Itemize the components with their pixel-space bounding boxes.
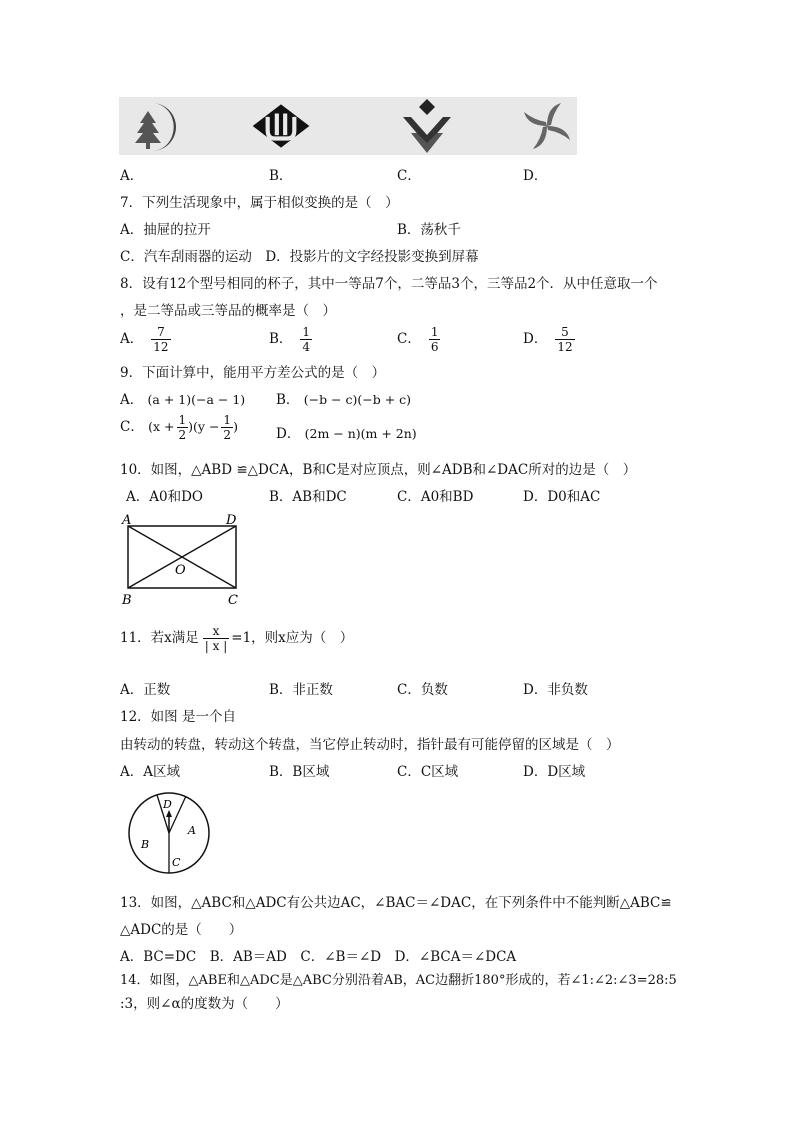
q10-option-c[interactable]: C．A0和BD — [397, 489, 474, 505]
q8-a-denominator: 12 — [153, 340, 169, 354]
q9-c-num2: 1 — [223, 413, 232, 427]
q8-c-denominator: 6 — [430, 340, 439, 354]
q12-option-a[interactable]: A．A区域 — [120, 764, 180, 780]
q13-stem-line1: 13．如图，△ABC和△ADC有公共边AC，∠BAC＝∠DAC，在下列条件中不能判断△ABC≌ — [120, 895, 672, 911]
q6-option-d[interactable]: D． — [523, 168, 548, 184]
tree-moon-logo-icon — [122, 97, 182, 155]
q9-option-b-expression: (−b − c)(−b + c) — [303, 392, 412, 407]
q8-option-b-label: B． — [269, 331, 293, 347]
q9-option-b-label: B． — [276, 392, 300, 408]
q9-c-den1: 2 — [178, 428, 187, 442]
q12-option-c[interactable]: C．C区域 — [397, 764, 459, 780]
q11-frac-den: | x | — [204, 639, 228, 653]
q11-frac-num: x — [203, 624, 229, 639]
q11-stem — [120, 624, 353, 653]
q9-c-num1: 1 — [178, 413, 187, 427]
q8-option-c-label: C． — [397, 331, 421, 347]
q9-option-c-mid: )(y − — [188, 419, 220, 434]
region-c-label: C — [172, 856, 181, 869]
q7-option-a[interactable]: A．抽屉的拉开 — [120, 222, 211, 238]
q10-option-d[interactable]: D．D0和AC — [523, 489, 601, 505]
q9-option-c-pre: (x + — [148, 419, 175, 434]
q9-option-c[interactable] — [120, 413, 238, 442]
q10-stem: 10．如图，△ABD ≌△DCA，B和C是对应顶点，则∠ADB和∠DAC所对的边是（ ） — [120, 462, 637, 478]
q10-option-b[interactable]: B．AB和DC — [269, 489, 347, 505]
q11-option-d[interactable]: D．非负数 — [523, 682, 588, 698]
q8-c-numerator: 1 — [430, 325, 439, 339]
q11-option-a[interactable]: A．正数 — [120, 682, 171, 698]
q11-stem-post: =1，则x应为（ ） — [231, 630, 354, 646]
region-d-label: D — [163, 798, 172, 811]
q11-option-b[interactable]: B．非正数 — [269, 682, 333, 698]
q6-option-b[interactable]: B． — [269, 168, 293, 184]
q10-rectangle-figure — [118, 510, 248, 608]
q7-stem: 7．下列生活现象中，属于相似变换的是（ ） — [120, 195, 399, 211]
diamond-w-logo-icon — [251, 97, 311, 155]
q11-stem-pre: 11．若x满足 — [120, 630, 199, 646]
q8-option-d-label: D． — [523, 331, 548, 347]
q12-option-d[interactable]: D．D区域 — [523, 764, 586, 780]
region-b-label: B — [141, 838, 150, 851]
q9-option-c-label: C． — [120, 419, 144, 435]
label-c: C — [228, 593, 238, 608]
q8-option-b[interactable] — [269, 325, 312, 354]
label-o: O — [175, 563, 186, 578]
q8-option-d[interactable] — [523, 325, 575, 354]
q6-option-a[interactable]: A． — [120, 168, 144, 184]
q9-option-d-label: D． — [276, 426, 301, 442]
chevron-diamond-logo-icon — [397, 97, 457, 155]
q9-option-d[interactable] — [276, 422, 417, 442]
q8-option-d-fraction — [555, 325, 574, 354]
spinner-arrowhead-icon — [166, 810, 172, 817]
q8-option-c-fraction — [429, 325, 441, 354]
q9-c-den2: 2 — [223, 428, 232, 442]
label-d: D — [226, 513, 237, 528]
q6-option-c[interactable]: C． — [397, 168, 421, 184]
q11-option-c[interactable]: C．负数 — [397, 682, 448, 698]
q8-a-numerator: 7 — [151, 325, 170, 340]
q11-fraction — [203, 624, 229, 653]
q7-option-cd[interactable]: C．汽车刮雨器的运动 D．投影片的文字经投影变换到屏幕 — [120, 249, 479, 265]
q12-stem-line1: 12．如图 是一个自 — [120, 709, 236, 725]
q9-option-a-expression: (a + 1)(−a − 1) — [147, 392, 246, 407]
q10-option-a[interactable]: A．A0和DO — [126, 489, 203, 505]
q7-option-b[interactable]: B．荡秋千 — [397, 222, 461, 238]
q13-options[interactable]: A．BC=DC B．AB＝AD C．∠B＝∠D D．∠BCA＝∠DCA — [120, 949, 517, 965]
q8-b-denominator: 4 — [302, 340, 311, 354]
q8-option-a[interactable] — [120, 325, 171, 354]
q14-stem-line2: :3，则∠α的度数为（ ） — [120, 996, 289, 1012]
q9-option-a-label: A． — [120, 392, 144, 408]
q9-option-b[interactable] — [276, 388, 411, 408]
q12-spinner-figure — [124, 792, 214, 874]
q9-option-d-expression: (2m − n)(m + 2n) — [304, 426, 417, 441]
q9-stem: 9．下面计算中，能用平方差公式的是（ ） — [120, 365, 386, 381]
q8-option-a-fraction — [151, 325, 170, 354]
q8-d-denominator: 12 — [557, 340, 573, 354]
q8-stem-line1: 8．设有12个型号相同的杯子，其中一等品7个，二等品3个，三等品2个．从中任意取一个 — [120, 276, 658, 292]
q9-option-a[interactable] — [120, 388, 245, 408]
q12-stem-line2: 由转动的转盘，转动这个转盘，当它停止转动时，指针最有可能停留的区域是（ ） — [120, 737, 620, 753]
label-b: B — [122, 593, 132, 608]
q8-option-a-label: A． — [120, 331, 144, 347]
q9-c-fraction-2 — [221, 413, 233, 442]
q8-option-c[interactable] — [397, 325, 440, 354]
logo-strip — [119, 97, 577, 155]
label-a: A — [122, 513, 132, 528]
q13-stem-line2: △ADC的是（ ） — [120, 922, 243, 938]
q8-option-b-fraction — [300, 325, 312, 354]
region-a-label: A — [188, 824, 196, 837]
q9-option-c-post: ) — [233, 419, 238, 434]
q14-stem-line1: 14．如图，△ABE和△ADC是△ABC分别沿着AB，AC边翻折180°形成的，若∠1:∠2:∠3=28:5 — [120, 973, 677, 988]
q9-c-fraction-1 — [177, 413, 189, 442]
swirl-logo-icon — [517, 97, 577, 155]
q12-option-b[interactable]: B．B区域 — [269, 764, 330, 780]
q8-d-numerator: 5 — [555, 325, 574, 340]
q8-stem-line2: ，是二等品或三等品的概率是（ ） — [120, 303, 336, 319]
q8-b-numerator: 1 — [302, 325, 311, 339]
